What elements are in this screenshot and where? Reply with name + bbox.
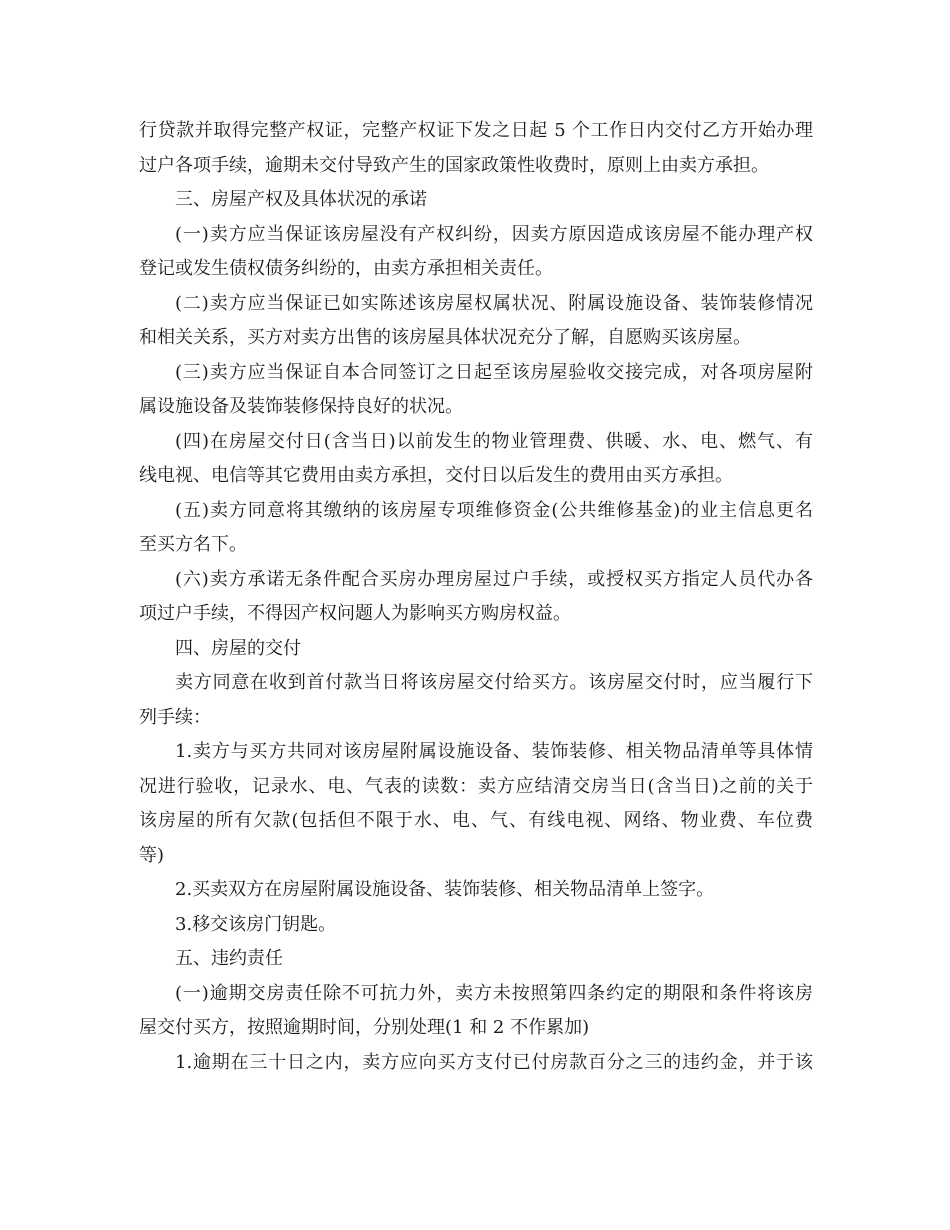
text-line-8: (三)卖方应当保证自本合同签订之日起至该房屋验收交接完成，对各项房屋附 [175, 361, 813, 383]
text-line-13: 至买方名下。 [139, 534, 247, 555]
text-line-4: (一)卖方应当保证该房屋没有产权纠纷，因卖方原因造成该房屋不能办理产权 [175, 223, 813, 245]
text-line-7: 和相关关系，买方对卖方出售的该房屋具体状况充分了解，自愿购买该房屋。 [139, 327, 751, 348]
contract-page [139, 114, 813, 1080]
text-line-24: 3.移交该房门钥匙。 [175, 913, 337, 935]
section-heading-3: 三、房屋产权及具体状况的承诺 [175, 189, 427, 210]
text-line-27: 屋交付买方，按照逾期时间，分别处理(1 和 2 不作累加) [139, 1017, 590, 1038]
text-line-28: 1.逾期在三十日之内，卖方应向买方支付已付房款百分之三的违约金，并于该 [175, 1051, 813, 1073]
text-line-5: 登记或发生债权债务纠纷的，由卖方承担相关责任。 [139, 258, 553, 279]
text-line-14: (六)卖方承诺无条件配合买房办理房屋过户手续，或授权买方指定人员代办各 [175, 568, 813, 590]
text-line-26: (一)逾期交房责任除不可抗力外，卖方未按照第四条约定的期限和条件将该房 [175, 982, 813, 1004]
text-line-18: 列手续： [139, 706, 211, 728]
text-line-19: 1.卖方与买方共同对该房屋附属设施设备、装饰装修、相关物品清单等具体情 [175, 741, 813, 762]
text-line-21: 该房屋的所有欠款(包括但不限于水、电、气、有线电视、网络、物业费、车位费 [139, 810, 813, 831]
text-line-2: 过户各项手续，逾期未交付导致产生的国家政策性收费时，原则上由卖方承担。 [139, 154, 769, 176]
text-line-6: (二)卖方应当保证已如实陈述该房屋权属状况、附属设施设备、装饰装修情况 [175, 292, 813, 314]
text-line-15: 项过户手续，不得因产权问题人为影响买方购房权益。 [139, 603, 571, 624]
text-line-1: 行贷款并取得完整产权证，完整产权证下发之日起 5 个工作日内交付乙方开始办理 [139, 120, 813, 141]
text-line-22: 等) [139, 844, 165, 866]
text-line-11: 线电视、电信等其它费用由卖方承担，交付日以后发生的费用由买方承担。 [139, 465, 733, 486]
text-line-17: 卖方同意在收到首付款当日将该房屋交付给买方。该房屋交付时，应当履行下 [175, 672, 813, 693]
text-line-12: (五)卖方同意将其缴纳的该房屋专项维修资金(公共维修基金)的业主信息更名 [175, 499, 813, 521]
text-line-20: 况进行验收，记录水、电、气表的读数：卖方应结清交房当日(含当日)之前的关于 [139, 775, 813, 797]
text-line-23: 2.买卖双方在房屋附属设施设备、装饰装修、相关物品清单上签字。 [175, 879, 715, 900]
text-line-9: 属设施设备及装饰装修保持良好的状况。 [139, 396, 463, 417]
text-line-10: (四)在房屋交付日(含当日)以前发生的物业管理费、供暖、水、电、燃气、有 [175, 430, 813, 452]
section-heading-16: 四、房屋的交付 [175, 637, 301, 659]
section-heading-25: 五、违约责任 [175, 948, 283, 969]
